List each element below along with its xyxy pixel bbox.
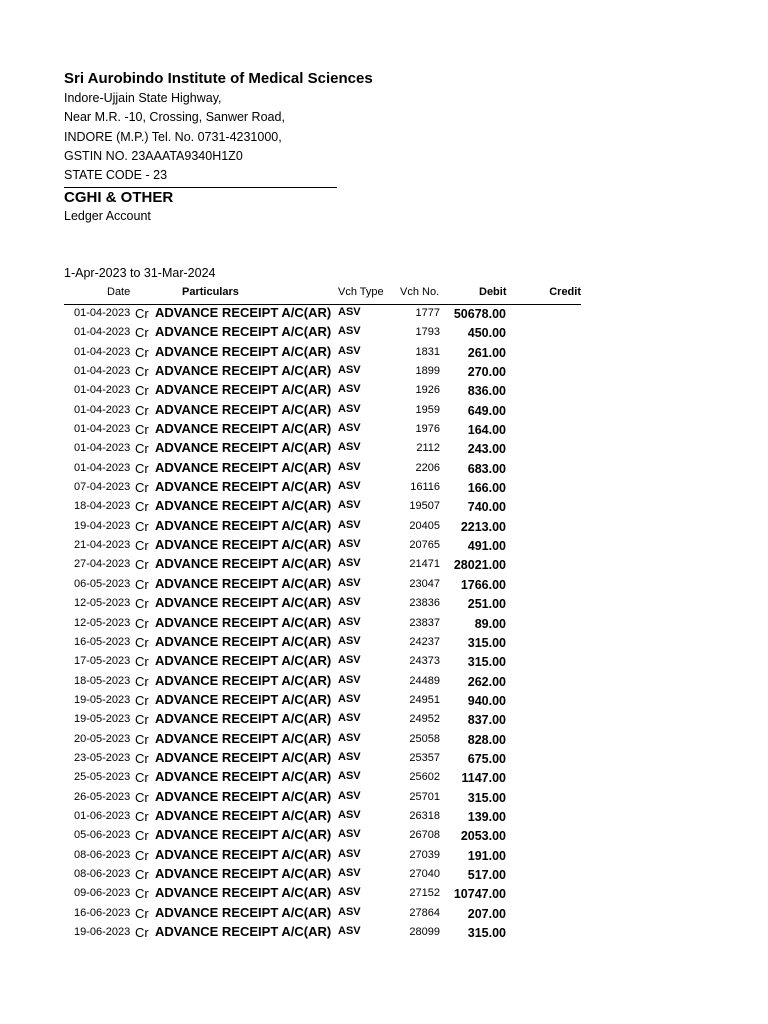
entry-particulars: ADVANCE RECEIPT A/C(AR): [155, 537, 332, 553]
voucher-number: 26318: [409, 809, 440, 822]
table-row: [64, 750, 581, 769]
entry-date: 23-05-2023: [74, 751, 131, 764]
table-row: [64, 382, 581, 401]
voucher-type: ASV: [338, 673, 361, 686]
column-header-particulars: Particulars: [182, 286, 239, 298]
table-row: [64, 769, 581, 788]
debit-amount: 740.00: [467, 500, 506, 515]
entry-particulars: ADVANCE RECEIPT A/C(AR): [155, 865, 332, 881]
header-divider: [64, 187, 337, 188]
entry-date: 19-04-2023: [74, 519, 131, 532]
dr-cr-indicator: Cr: [135, 673, 149, 689]
table-row: [64, 498, 581, 517]
dr-cr-indicator: Cr: [135, 808, 149, 824]
debit-amount: 261.00: [467, 345, 506, 360]
column-header-vch-type: Vch Type: [338, 286, 384, 298]
column-header-debit: Debit: [479, 286, 507, 298]
entry-date: 05-06-2023: [74, 829, 131, 842]
dr-cr-indicator: Cr: [135, 925, 149, 940]
entry-particulars: ADVANCE RECEIPT A/C(AR): [155, 885, 332, 901]
entry-date: 01-04-2023: [74, 423, 131, 436]
entry-date: 18-05-2023: [74, 674, 131, 687]
entry-particulars: ADVANCE RECEIPT A/C(AR): [155, 711, 332, 727]
dr-cr-indicator: Cr: [135, 499, 149, 515]
entry-particulars: ADVANCE RECEIPT A/C(AR): [155, 343, 332, 359]
table-row: [64, 402, 581, 421]
voucher-type: ASV: [338, 808, 361, 821]
debit-amount: 10747.00: [453, 887, 506, 902]
column-header-vch-no: Vch No.: [400, 286, 440, 298]
address-line: INDORE (M.P.) Tel. No. 0731-4231000,: [64, 129, 282, 144]
entry-particulars: ADVANCE RECEIPT A/C(AR): [155, 730, 332, 746]
entry-particulars: ADVANCE RECEIPT A/C(AR): [155, 595, 332, 611]
entry-date: 01-04-2023: [74, 326, 131, 339]
organization-name: Sri Aurobindo Institute of Medical Sciences: [64, 70, 373, 87]
voucher-number: 21471: [409, 558, 440, 571]
entry-particulars: ADVANCE RECEIPT A/C(AR): [155, 672, 332, 688]
voucher-number: 19507: [409, 500, 440, 513]
dr-cr-indicator: Cr: [135, 866, 149, 882]
table-row: [64, 711, 581, 730]
debit-amount: 649.00: [467, 403, 506, 418]
voucher-number: 26708: [409, 829, 440, 842]
voucher-type: ASV: [338, 770, 361, 783]
dr-cr-indicator: Cr: [135, 886, 149, 902]
voucher-number: 23837: [409, 616, 440, 629]
entry-date: 16-05-2023: [74, 635, 131, 648]
voucher-number: 20405: [409, 519, 440, 532]
voucher-number: 24489: [409, 674, 440, 687]
voucher-type: ASV: [338, 866, 361, 879]
dr-cr-indicator: Cr: [135, 905, 149, 921]
entry-particulars: ADVANCE RECEIPT A/C(AR): [155, 614, 332, 630]
dr-cr-indicator: Cr: [135, 654, 149, 670]
debit-amount: 2213.00: [460, 519, 506, 534]
voucher-type: ASV: [338, 692, 361, 705]
entry-particulars: ADVANCE RECEIPT A/C(AR): [155, 904, 332, 920]
table-row: [64, 634, 581, 653]
dr-cr-indicator: Cr: [135, 596, 149, 612]
table-row: [64, 556, 581, 575]
entry-date: 01-04-2023: [74, 307, 131, 319]
dr-cr-indicator: Cr: [135, 750, 149, 766]
entry-particulars: ADVANCE RECEIPT A/C(AR): [155, 924, 332, 939]
table-row: [64, 924, 581, 943]
address-line: Near M.R. -10, Crossing, Sanwer Road,: [64, 110, 285, 125]
voucher-type: ASV: [338, 905, 361, 918]
debit-amount: 837.00: [467, 713, 506, 728]
voucher-number: 24952: [409, 713, 440, 726]
table-row: [64, 305, 581, 324]
voucher-number: 24237: [409, 635, 440, 648]
gstin-line: GSTIN NO. 23AAATA9340H1Z0: [64, 148, 243, 163]
table-row: [64, 789, 581, 808]
table-row: [64, 808, 581, 827]
dr-cr-indicator: Cr: [135, 576, 149, 592]
entry-date: 01-04-2023: [74, 345, 131, 358]
column-header-date: Date: [107, 286, 131, 298]
dr-cr-indicator: Cr: [135, 306, 149, 321]
entry-date: 01-04-2023: [74, 442, 131, 455]
voucher-type: ASV: [338, 518, 361, 531]
ledger-header: [64, 68, 373, 225]
dr-cr-indicator: Cr: [135, 383, 149, 399]
voucher-type: ASV: [338, 789, 361, 802]
dr-cr-indicator: Cr: [135, 615, 149, 631]
debit-amount: 683.00: [467, 461, 506, 476]
account-name: CGHI & OTHER: [64, 189, 174, 207]
entry-particulars: ADVANCE RECEIPT A/C(AR): [155, 653, 332, 669]
column-header-credit: Credit: [549, 286, 581, 298]
voucher-number: 2206: [415, 461, 440, 474]
debit-amount: 166.00: [467, 481, 506, 496]
table-header: [64, 284, 581, 305]
debit-amount: 828.00: [467, 732, 506, 747]
debit-amount: 940.00: [467, 693, 506, 708]
address-line: Indore-Ujjain State Highway,: [64, 91, 222, 105]
entry-particulars: ADVANCE RECEIPT A/C(AR): [155, 807, 332, 823]
entry-particulars: ADVANCE RECEIPT A/C(AR): [155, 827, 332, 843]
voucher-number: 16116: [410, 481, 440, 494]
voucher-number: 20765: [409, 539, 440, 552]
dr-cr-indicator: Cr: [135, 692, 149, 708]
entry-date: 19-05-2023: [74, 713, 131, 726]
debit-amount: 315.00: [467, 926, 506, 940]
table-row: [64, 653, 581, 672]
dr-cr-indicator: Cr: [135, 402, 149, 418]
voucher-type: ASV: [338, 634, 361, 647]
table-row: [64, 440, 581, 459]
entry-particulars: ADVANCE RECEIPT A/C(AR): [155, 440, 332, 456]
dr-cr-indicator: Cr: [135, 460, 149, 476]
voucher-type: ASV: [338, 325, 361, 338]
dr-cr-indicator: Cr: [135, 441, 149, 457]
entry-particulars: ADVANCE RECEIPT A/C(AR): [155, 382, 332, 398]
voucher-number: 23836: [409, 597, 440, 610]
entry-date: 09-06-2023: [74, 887, 131, 900]
voucher-number: 25058: [409, 732, 440, 745]
voucher-number: 27864: [409, 906, 440, 919]
entry-particulars: ADVANCE RECEIPT A/C(AR): [155, 556, 332, 572]
voucher-number: 27039: [409, 848, 440, 861]
entry-particulars: ADVANCE RECEIPT A/C(AR): [155, 691, 332, 707]
dr-cr-indicator: Cr: [135, 557, 149, 573]
debit-amount: 675.00: [467, 751, 506, 766]
dr-cr-indicator: Cr: [135, 712, 149, 728]
dr-cr-indicator: Cr: [135, 789, 149, 805]
voucher-number: 1793: [415, 326, 440, 339]
table-row: [64, 905, 581, 924]
entry-particulars: ADVANCE RECEIPT A/C(AR): [155, 479, 332, 495]
voucher-type: ASV: [338, 460, 361, 473]
voucher-number: 1926: [415, 384, 440, 397]
voucher-type: ASV: [338, 654, 361, 667]
voucher-number: 25701: [409, 790, 440, 803]
entry-date: 01-04-2023: [74, 384, 131, 397]
debit-amount: 315.00: [467, 635, 506, 650]
debit-amount: 191.00: [467, 848, 506, 863]
table-row: [64, 479, 581, 498]
debit-amount: 836.00: [467, 384, 506, 399]
entry-date: 06-05-2023: [74, 577, 131, 590]
entry-particulars: ADVANCE RECEIPT A/C(AR): [155, 517, 332, 533]
dr-cr-indicator: Cr: [135, 518, 149, 534]
table-row: [64, 615, 581, 634]
debit-amount: 1766.00: [460, 577, 506, 592]
voucher-number: 1976: [415, 423, 440, 436]
table-row: [64, 692, 581, 711]
voucher-number: 28099: [409, 926, 440, 938]
entry-particulars: ADVANCE RECEIPT A/C(AR): [155, 401, 332, 417]
table-row: [64, 537, 581, 556]
table-row: [64, 673, 581, 692]
voucher-number: 27152: [409, 887, 440, 900]
voucher-number: 27040: [409, 867, 440, 880]
voucher-type: ASV: [338, 306, 361, 318]
voucher-type: ASV: [338, 615, 361, 628]
voucher-type: ASV: [338, 480, 361, 493]
debit-amount: 315.00: [467, 655, 506, 670]
voucher-type: ASV: [338, 925, 361, 937]
debit-amount: 270.00: [467, 365, 506, 380]
voucher-number: 2112: [416, 442, 440, 455]
dr-cr-indicator: Cr: [135, 344, 149, 360]
table-row: [64, 518, 581, 537]
voucher-number: 24373: [409, 655, 440, 668]
voucher-number: 23047: [409, 577, 440, 590]
entry-date: 27-04-2023: [74, 558, 131, 571]
debit-amount: 517.00: [467, 867, 506, 882]
entry-particulars: ADVANCE RECEIPT A/C(AR): [155, 459, 332, 475]
voucher-type: ASV: [338, 364, 361, 377]
entry-date: 25-05-2023: [74, 771, 131, 784]
table-row: [64, 344, 581, 363]
dr-cr-indicator: Cr: [135, 422, 149, 438]
entry-date: 01-04-2023: [74, 403, 131, 416]
table-row: [64, 576, 581, 595]
entry-particulars: ADVANCE RECEIPT A/C(AR): [155, 769, 332, 785]
table-body: [64, 305, 581, 943]
state-code-line: STATE CODE - 23: [64, 168, 168, 183]
dr-cr-indicator: Cr: [135, 364, 149, 380]
entry-particulars: ADVANCE RECEIPT A/C(AR): [155, 498, 332, 514]
debit-amount: 50678.00: [453, 307, 506, 321]
voucher-type: ASV: [338, 441, 361, 454]
dr-cr-indicator: Cr: [135, 634, 149, 650]
entry-date: 16-06-2023: [74, 906, 131, 919]
entry-date: 19-05-2023: [74, 693, 131, 706]
entry-date: 19-06-2023: [74, 926, 131, 938]
voucher-type: ASV: [338, 422, 361, 435]
entry-particulars: ADVANCE RECEIPT A/C(AR): [155, 363, 332, 379]
table-row: [64, 885, 581, 904]
table-row: [64, 731, 581, 750]
voucher-number: 1777: [415, 307, 440, 319]
dr-cr-indicator: Cr: [135, 770, 149, 786]
debit-amount: 1147.00: [461, 771, 506, 786]
debit-amount: 139.00: [467, 809, 506, 824]
voucher-type: ASV: [338, 847, 361, 860]
voucher-number: 1959: [415, 403, 440, 416]
account-subtitle: Ledger Account: [64, 209, 151, 224]
debit-amount: 28021.00: [453, 558, 506, 573]
entry-particulars: ADVANCE RECEIPT A/C(AR): [155, 421, 332, 437]
entry-date: 07-04-2023: [74, 481, 131, 494]
table-row: [64, 827, 581, 846]
debit-amount: 315.00: [467, 790, 506, 805]
table-row: [64, 847, 581, 866]
ledger-table: [64, 284, 581, 943]
table-row: [64, 595, 581, 614]
voucher-number: 25602: [409, 771, 440, 784]
voucher-type: ASV: [338, 596, 361, 609]
voucher-type: ASV: [338, 712, 361, 725]
entry-particulars: ADVANCE RECEIPT A/C(AR): [155, 324, 332, 340]
table-row: [64, 324, 581, 343]
table-row: [64, 421, 581, 440]
entry-date: 26-05-2023: [74, 790, 131, 803]
entry-date: 08-06-2023: [74, 848, 131, 861]
voucher-type: ASV: [338, 383, 361, 396]
table-row: [64, 363, 581, 382]
voucher-type: ASV: [338, 557, 361, 570]
voucher-number: 24951: [409, 693, 440, 706]
entry-particulars: ADVANCE RECEIPT A/C(AR): [155, 846, 332, 862]
voucher-number: 1831: [415, 345, 440, 358]
debit-amount: 491.00: [467, 539, 506, 554]
dr-cr-indicator: Cr: [135, 480, 149, 496]
entry-particulars: ADVANCE RECEIPT A/C(AR): [155, 633, 332, 649]
voucher-type: ASV: [338, 750, 361, 763]
entry-date: 18-04-2023: [74, 500, 131, 513]
voucher-type: ASV: [338, 538, 361, 551]
debit-amount: 2053.00: [460, 829, 506, 844]
voucher-type: ASV: [338, 886, 361, 899]
dr-cr-indicator: Cr: [135, 828, 149, 844]
table-row: [64, 460, 581, 479]
dr-cr-indicator: Cr: [135, 325, 149, 341]
debit-amount: 243.00: [467, 442, 506, 457]
entry-date: 08-06-2023: [74, 867, 131, 880]
voucher-type: ASV: [338, 402, 361, 415]
voucher-number: 1899: [415, 365, 440, 378]
debit-amount: 251.00: [467, 597, 506, 612]
debit-amount: 164.00: [467, 423, 506, 438]
debit-amount: 207.00: [467, 906, 506, 921]
entry-date: 12-05-2023: [74, 597, 131, 610]
entry-particulars: ADVANCE RECEIPT A/C(AR): [155, 305, 332, 320]
debit-amount: 89.00: [474, 616, 506, 631]
entry-date: 17-05-2023: [74, 655, 131, 668]
voucher-type: ASV: [338, 499, 361, 512]
dr-cr-indicator: Cr: [135, 538, 149, 554]
entry-date: 01-04-2023: [74, 365, 131, 378]
voucher-type: ASV: [338, 828, 361, 841]
dr-cr-indicator: Cr: [135, 847, 149, 863]
period-range: 1-Apr-2023 to 31-Mar-2024: [64, 266, 216, 280]
voucher-type: ASV: [338, 344, 361, 357]
entry-date: 01-06-2023: [74, 809, 131, 822]
entry-particulars: ADVANCE RECEIPT A/C(AR): [155, 788, 332, 804]
table-row: [64, 866, 581, 885]
entry-date: 21-04-2023: [74, 539, 131, 552]
debit-amount: 262.00: [467, 674, 506, 689]
dr-cr-indicator: Cr: [135, 731, 149, 747]
entry-date: 12-05-2023: [74, 616, 131, 629]
voucher-number: 25357: [409, 751, 440, 764]
entry-date: 20-05-2023: [74, 732, 131, 745]
entry-particulars: ADVANCE RECEIPT A/C(AR): [155, 749, 332, 765]
voucher-type: ASV: [338, 576, 361, 589]
entry-date: 01-04-2023: [74, 461, 131, 474]
debit-amount: 450.00: [467, 326, 506, 341]
voucher-type: ASV: [338, 731, 361, 744]
entry-particulars: ADVANCE RECEIPT A/C(AR): [155, 575, 332, 591]
